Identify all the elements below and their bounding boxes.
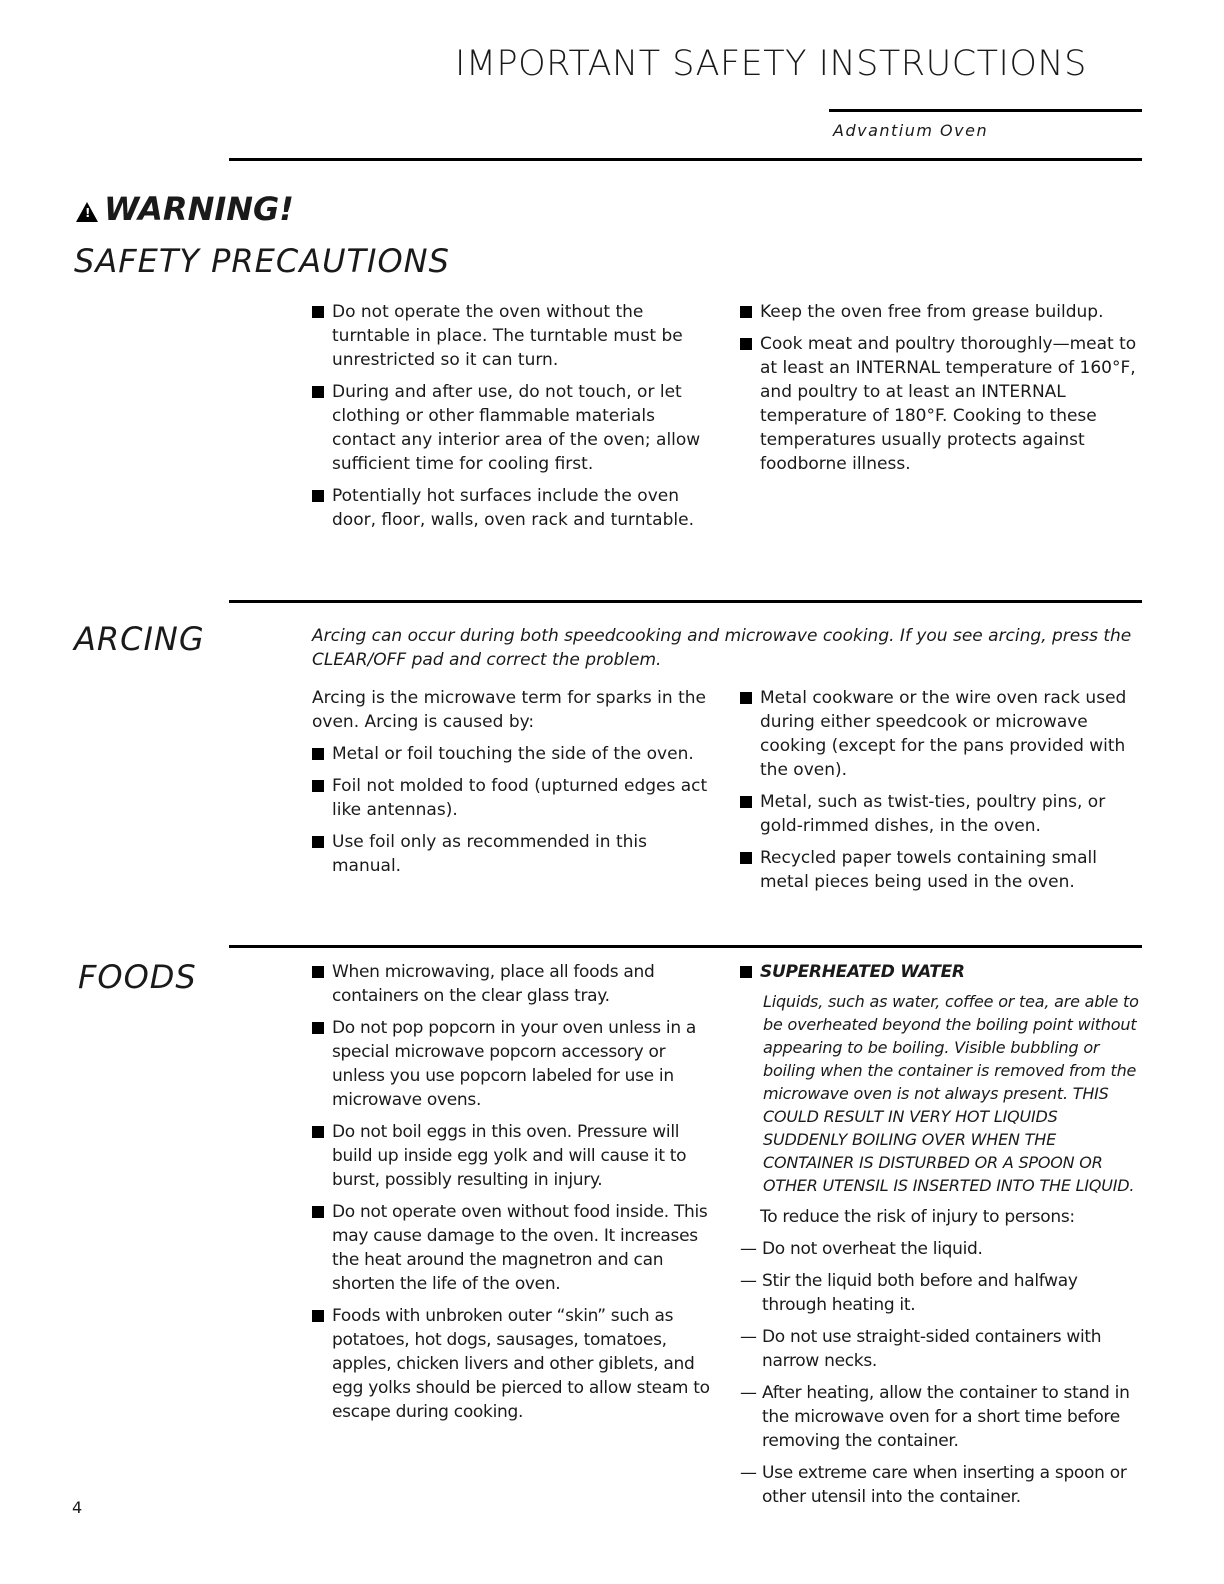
superheated-heading: SUPERHEATED WATER (740, 960, 1140, 984)
foods-left-column (312, 960, 712, 1432)
list-item: Use foil only as recommended in this manual. (312, 830, 717, 878)
dash-marker: — (740, 1463, 757, 1483)
bullet-square-icon (740, 966, 752, 978)
bullet-square-icon (312, 1206, 324, 1218)
bullet-square-icon (312, 306, 324, 318)
arcing-left-column (312, 686, 717, 886)
page-number: 4 (72, 1498, 83, 1517)
bullet-square-icon (312, 836, 324, 848)
list-item: Keep the oven free from grease buildup. (740, 300, 1140, 324)
bullet-square-icon (312, 1126, 324, 1138)
list-item: — After heating, allow the container to stand in the microwave oven for a short time before removing the container. (740, 1383, 1130, 1451)
list-item: — Stir the liquid both before and halfway through heating it. (740, 1271, 1078, 1315)
page-title: IMPORTANT SAFETY INSTRUCTIONS (455, 44, 1087, 84)
bullet-square-icon (740, 338, 752, 350)
bullet-square-icon (312, 1022, 324, 1034)
bullet-square-icon (312, 748, 324, 760)
bullet-square-icon (312, 780, 324, 792)
list-item: — Do not use straight-sided containers with narrow necks. (740, 1327, 1102, 1371)
superheated-warning-text: Liquids, such as water, coffee or tea, are able to be overheated beyond the boiling point without appearing to be boiling. Visible bubbling or boiling when the container is removed from the microwave oven is not always present. THIS COULD RESULT IN VERY HOT LIQUIDS SUDDENLY BOILING OVER WHEN THE CONTAINER IS DISTURBED OR A SPOON OR OTHER UTENSIL IS INSERTED INTO THE LIQUID. (763, 992, 1139, 1195)
bullet-square-icon (740, 306, 752, 318)
arcing-description: Arcing is the microwave term for sparks in the oven. Arcing is caused by: (312, 688, 706, 732)
list-item: Foods with unbroken outer “skin” such as potatoes, hot dogs, sausages, tomatoes, apples, chicken livers and other giblets, and egg yolks should be pierced to allow steam to escape during cooking. (312, 1304, 712, 1424)
reduce-risk-text: To reduce the risk of injury to persons: (760, 1207, 1075, 1227)
bullet-square-icon (312, 1310, 324, 1322)
list-item: Foil not molded to food (upturned edges act like antennas). (312, 774, 717, 822)
bullet-square-icon (312, 490, 324, 502)
warning-heading (76, 190, 294, 228)
list-item: Do not boil eggs in this oven. Pressure will build up inside egg yolk and will cause it to burst, possibly resulting in injury. (312, 1120, 712, 1192)
list-item: Do not operate oven without food inside. This may cause damage to the oven. It increases the heat around the magnetron and can shorten the life of the oven. (312, 1200, 712, 1296)
list-item: Cook meat and poultry thoroughly—meat to at least an INTERNAL temperature of 160°F, and poultry to at least an INTERNAL temperature of 180°F. Cooking to these temperatures usually protects against foodborne illness. (740, 332, 1140, 476)
list-item: When microwaving, place all foods and containers on the clear glass tray. (312, 960, 712, 1008)
safety-right-column (740, 300, 1140, 484)
bullet-square-icon (740, 692, 752, 704)
foods-rule (229, 945, 1142, 948)
list-item: Metal or foil touching the side of the oven. (312, 742, 717, 766)
list-item: Metal cookware or the wire oven rack used during either speedcook or microwave cooking (except for the pans provided with the oven). (740, 686, 1140, 782)
safety-left-column (312, 300, 717, 540)
dash-marker: — (740, 1271, 757, 1291)
warning-triangle-icon: ! (76, 202, 98, 222)
list-item: Do not pop popcorn in your oven unless in a special microwave popcorn accessory or unless you use popcorn labeled for use in microwave ovens. (312, 1016, 712, 1112)
bullet-square-icon (740, 852, 752, 864)
arcing-title: ARCING (74, 620, 205, 658)
list-item: Potentially hot surfaces include the oven door, floor, walls, oven rack and turntable. (312, 484, 717, 532)
dash-marker: — (740, 1239, 757, 1259)
page-subtitle: Advantium Oven (833, 121, 989, 140)
foods-right-column (740, 960, 1140, 1517)
bullet-square-icon (312, 966, 324, 978)
list-item: Metal, such as twist-ties, poultry pins, or gold-rimmed dishes, in the oven. (740, 790, 1140, 838)
header-short-rule (829, 109, 1142, 112)
list-item: — Do not overheat the liquid. (740, 1239, 983, 1259)
dash-marker: — (740, 1327, 757, 1347)
header-long-rule (229, 158, 1142, 161)
foods-title: FOODS (78, 958, 197, 996)
list-item: During and after use, do not touch, or let clothing or other flammable materials contact any interior area of the oven; allow sufficient time for cooling first. (312, 380, 717, 476)
list-item: — Use extreme care when inserting a spoon or other utensil into the container. (740, 1463, 1127, 1507)
list-item: Recycled paper towels containing small metal pieces being used in the oven. (740, 846, 1140, 894)
bullet-square-icon (740, 796, 752, 808)
safety-precautions-title: SAFETY PRECAUTIONS (74, 242, 450, 280)
arcing-right-column (740, 686, 1140, 902)
warning-label: WARNING! (104, 190, 294, 228)
bullet-square-icon (312, 386, 324, 398)
dash-marker: — (740, 1383, 757, 1403)
list-item: Do not operate the oven without the turntable in place. The turntable must be unrestricted so it can turn. (312, 300, 717, 372)
arcing-rule (229, 600, 1142, 603)
arcing-intro: Arcing can occur during both speedcooking and microwave cooking. If you see arcing, press the CLEAR/OFF pad and correct the problem. (312, 626, 1132, 670)
